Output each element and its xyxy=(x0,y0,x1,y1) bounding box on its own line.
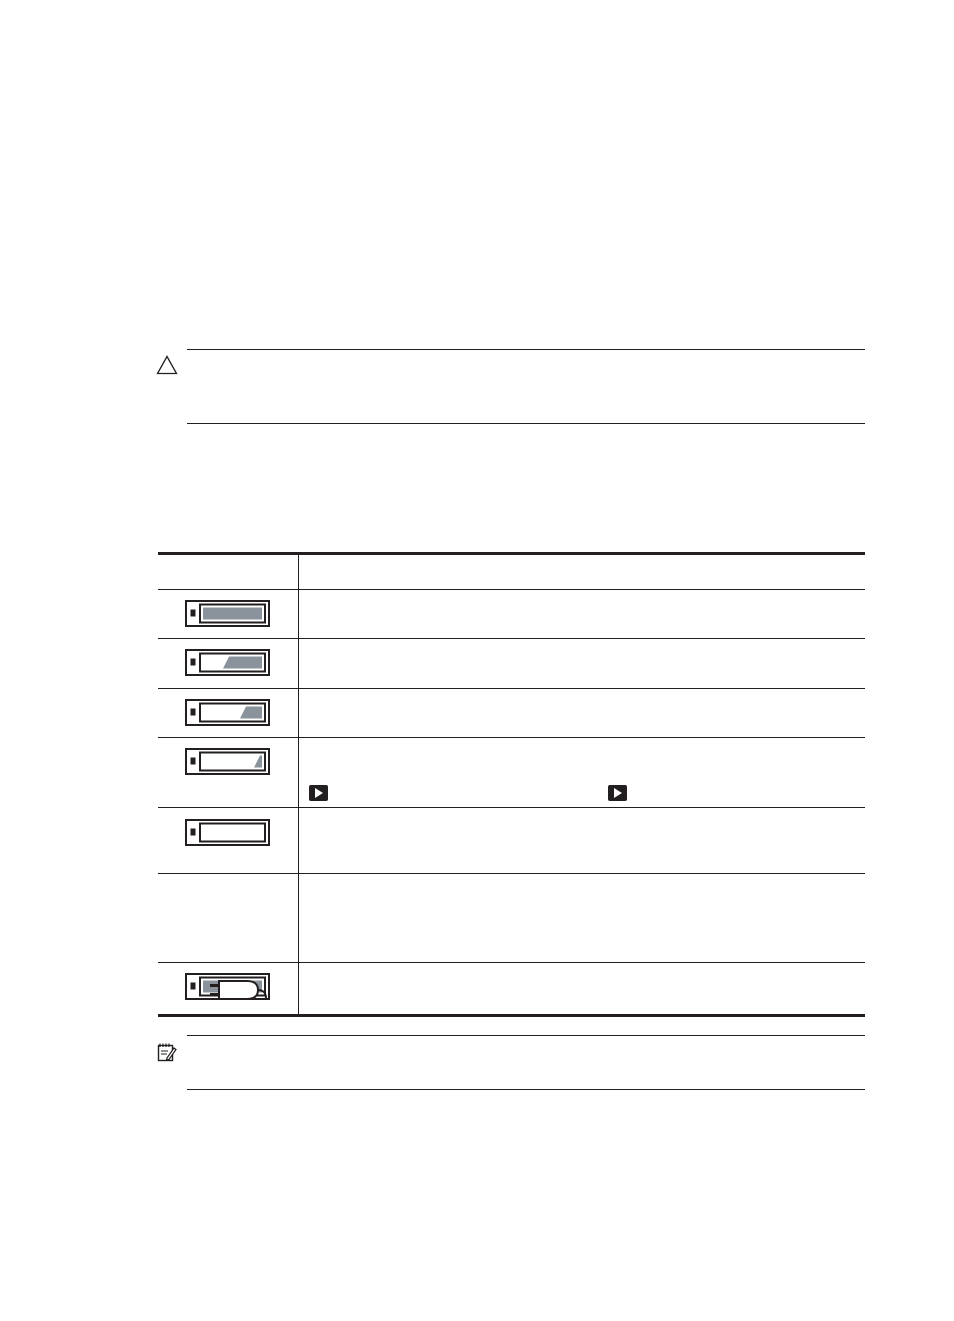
table-row-rule xyxy=(158,962,865,963)
note-top-rule xyxy=(187,1035,865,1036)
battery-three-quarter-icon xyxy=(185,649,270,676)
table-bottom-rule xyxy=(158,1014,865,1017)
table-row-rule xyxy=(158,873,865,874)
table-header-rule xyxy=(158,589,865,590)
note-bottom-rule xyxy=(187,1089,865,1090)
playback-button-icon xyxy=(608,785,627,801)
note-pad-icon xyxy=(157,1042,177,1062)
table-row-rule xyxy=(158,737,865,738)
table-row-rule xyxy=(158,638,865,639)
battery-half-icon xyxy=(185,699,270,726)
table-row-rule xyxy=(158,688,865,689)
battery-empty-icon xyxy=(185,819,270,846)
table-row-rule xyxy=(158,807,865,808)
battery-low-icon xyxy=(185,748,270,775)
caution-triangle-icon xyxy=(156,355,178,375)
battery-ac-power-icon xyxy=(185,973,270,1000)
table-column-divider xyxy=(298,554,299,1016)
caution-top-rule xyxy=(187,349,865,350)
caution-bottom-rule xyxy=(187,423,865,424)
table-top-rule xyxy=(158,552,865,555)
playback-button-icon xyxy=(309,785,328,801)
battery-full-icon xyxy=(185,600,270,627)
